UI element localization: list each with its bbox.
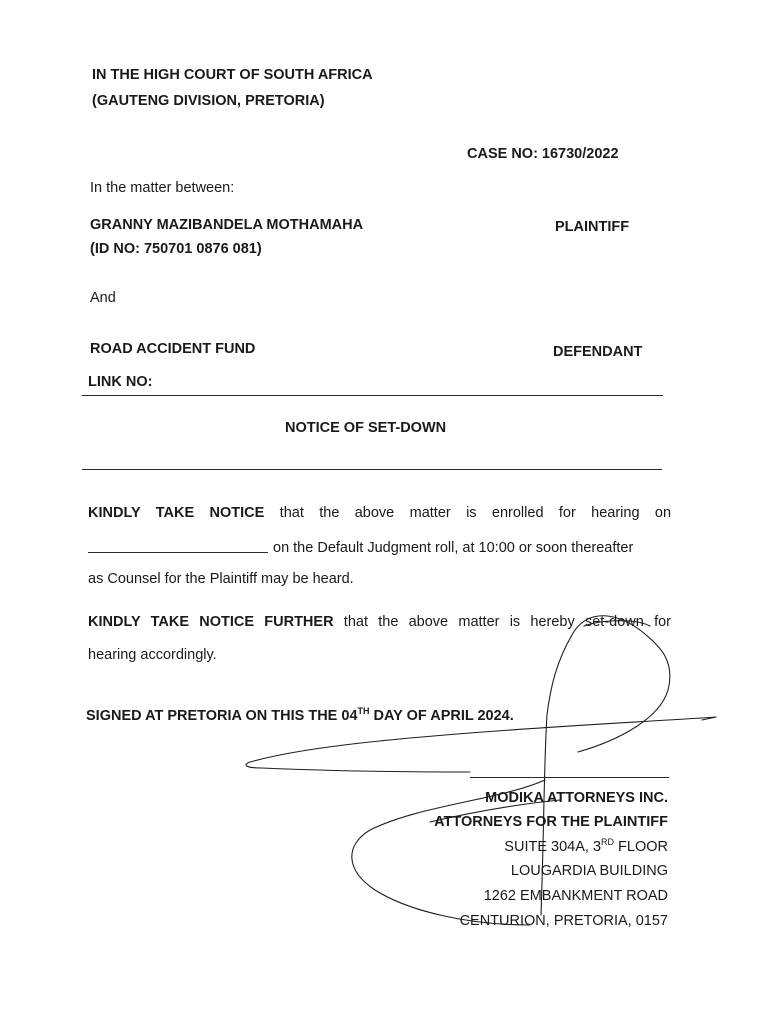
attorney-building: LOUGARDIA BUILDING [510,863,668,879]
plaintiff-id: (ID NO: 750701 0876 081) [90,241,262,257]
notice-paragraph-1-line-3: as Counsel for the Plaintiff may be heard. [88,571,354,587]
attorney-firm: MODIKA ATTORNEYS INC. [485,790,668,806]
suite-suffix: FLOOR [614,839,668,855]
suite-ordinal: RD [601,837,615,848]
case-number: CASE NO: 16730/2022 [467,146,619,162]
plaintiff-label: PLAINTIFF [555,219,630,235]
attorney-role: ATTORNEYS FOR THE PLAINTIFF [434,814,668,830]
matter-intro: In the matter between: [90,180,235,196]
signed-prefix: SIGNED AT PRETORIA ON THIS THE 04 [86,708,358,724]
signed-statement [86,707,514,725]
notice-text: that the above matter is enrolled for hearing on [279,505,672,521]
notice-paragraph-2-line-2: hearing accordingly. [88,647,217,663]
attorney-suite [504,838,668,856]
court-division: (GAUTENG DIVISION, PRETORIA) [92,93,325,109]
defendant-name: ROAD ACCIDENT FUND [90,341,256,357]
hearing-date-blank [88,552,268,553]
notice-lead: KINDLY TAKE NOTICE [88,505,265,521]
link-number: LINK NO: [88,374,153,390]
notice-title: NOTICE OF SET-DOWN [285,420,447,436]
signature-line [470,777,669,778]
divider-top [82,395,663,396]
notice-further-text: that the above matter is hereby set-down for [343,614,671,630]
court-name: IN THE HIGH COURT OF SOUTH AFRICA [92,67,373,83]
divider-bottom [82,469,662,470]
attorney-city: CENTURION, PRETORIA, 0157 [459,913,668,929]
plaintiff-name: GRANNY MAZIBANDELA MOTHAMAHA [90,217,364,233]
notice-paragraph-2-line-1 [88,613,671,631]
defendant-label: DEFENDANT [553,344,643,360]
notice-paragraph-1-line-2: on the Default Judgment roll, at 10:00 or soon thereafter [273,540,634,556]
signed-suffix: DAY OF APRIL 2024. [369,708,514,724]
signed-ordinal: TH [357,706,370,717]
and-conjunction: And [90,290,116,306]
notice-paragraph-1-line-1 [88,504,671,522]
notice-further-lead: KINDLY TAKE NOTICE FURTHER [88,614,334,630]
attorney-street: 1262 EMBANKMENT ROAD [483,888,668,904]
suite-prefix: SUITE 304A, 3 [504,839,602,855]
